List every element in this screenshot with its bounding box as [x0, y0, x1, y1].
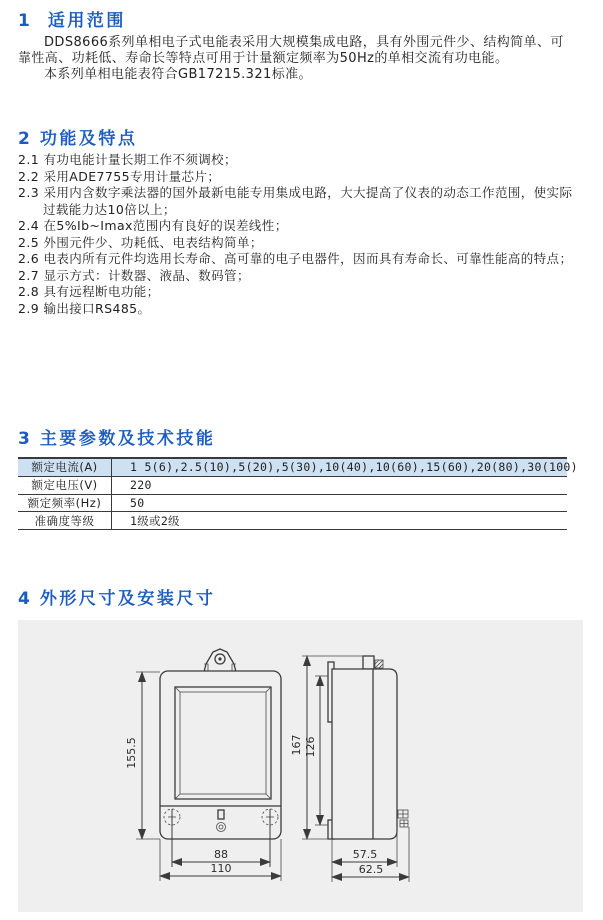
param-value: 50 [130, 495, 145, 510]
svg-text:167: 167 [290, 734, 303, 756]
section-3-number: 3 [18, 429, 30, 449]
hanger-hook [204, 649, 236, 672]
hanger-tab [363, 656, 374, 669]
svg-text:62.5: 62.5 [358, 863, 384, 876]
section-3-title: 主要参数及技术技能 [39, 429, 216, 449]
param-label: 额定电流(A) [18, 459, 112, 476]
param-label: 准确度等级 [18, 512, 112, 529]
svg-text:110: 110 [210, 862, 232, 875]
section-2-title: 功能及特点 [39, 129, 138, 149]
feature-list [18, 152, 580, 317]
section-1-heading [18, 6, 126, 31]
dimension-diagram-panel [18, 620, 583, 912]
svg-text:57.5: 57.5 [352, 848, 378, 861]
param-value: 1级或2级 [130, 513, 180, 528]
terminal-screw [398, 810, 408, 827]
dim-side-inner-height [304, 676, 328, 825]
section-1-title: 适用范围 [47, 11, 126, 31]
section-2-heading [18, 124, 137, 149]
section-1-number: 1 [18, 11, 30, 31]
table-row [18, 495, 567, 513]
intro-paragraph-2: 本系列单相电能表符合GB17215.321标准。 [44, 67, 312, 82]
feature-item: 2.1 有功电能计量长期工作不须调校； [18, 152, 237, 167]
svg-text:126: 126 [304, 736, 317, 758]
table-row [18, 459, 578, 477]
front-view [125, 649, 281, 881]
dimension-diagram [18, 620, 583, 912]
feature-item: 2.8 具有远程断电功能； [18, 284, 160, 299]
hanger-screw [375, 660, 383, 668]
section-4-heading [18, 584, 215, 609]
feature-item: 2.3 采用内含数字乘法器的国外最新电能专用集成电路，大大提高了仪表的动态工作范围，使实际过载能力达10倍以上； [18, 185, 573, 217]
feature-item: 2.9 输出接口RS485。 [18, 300, 151, 316]
feature-item: 2.2 采用ADE7755专用计量芯片； [18, 168, 221, 184]
section-4-title: 外形尺寸及安装尺寸 [39, 589, 216, 609]
section-2-number: 2 [18, 129, 30, 149]
dim-front-height [125, 672, 160, 839]
side-view [290, 656, 409, 882]
svg-text:88: 88 [214, 848, 228, 861]
feature-item: 2.4 在5%Ib~Imax范围内有良好的误差线性； [18, 218, 288, 233]
section-3-heading [18, 424, 215, 449]
svg-text:155.5: 155.5 [125, 737, 138, 769]
feature-item: 2.6 电表内所有元件均选用长寿命、高可靠的电子电器件，因而具有寿命长、可靠性能高的特点； [18, 251, 573, 266]
intro-paragraphs [18, 35, 574, 83]
section-4-number: 4 [18, 589, 30, 609]
feature-item: 2.7 显示方式：计数器、液晶、数码管； [18, 267, 250, 283]
parameters-table [18, 457, 578, 530]
feature-item: 2.5 外围元件少、功耗低、电表结构简单； [18, 234, 263, 250]
param-value: 220 [130, 478, 152, 493]
param-value: 1 5(6),2.5(10),5(20),5(30),10(40),10(60),15(60),20(80),30(100) [130, 460, 578, 475]
table-row [18, 477, 567, 495]
param-label: 额定频率(Hz) [18, 495, 112, 512]
table-row [18, 512, 567, 530]
dim-hole-span [172, 848, 270, 862]
param-label: 额定电压(V) [18, 477, 112, 494]
intro-paragraph-1: DDS8666系列单相电子式电能表采用大规模集成电路，具有外围元件少、结构简单、可靠性高、功耗低、寿命长等特点可用于计量额定频率为50Hz的单相交流有功电能。 [18, 35, 564, 66]
